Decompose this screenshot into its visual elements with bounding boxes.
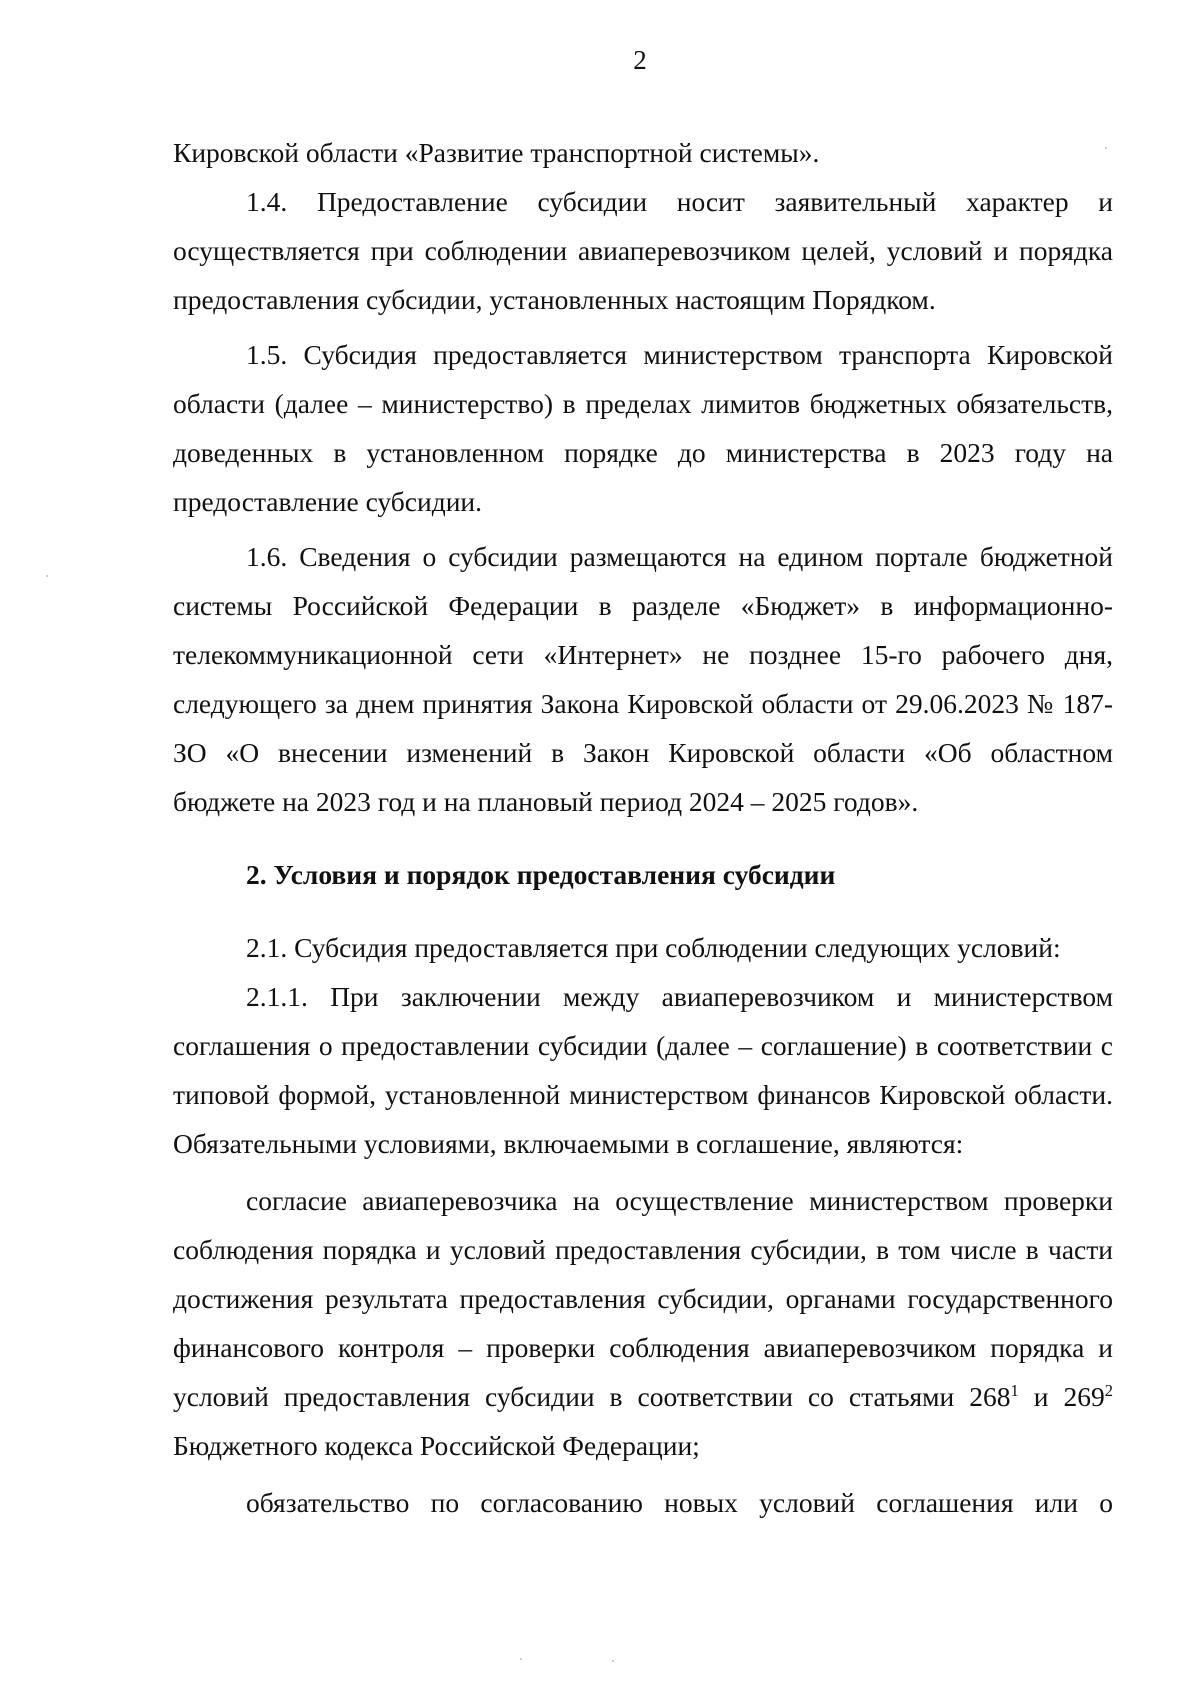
document-body — [173, 128, 1113, 1527]
consent-text-part3: Бюджетного кодекса Российской Федерации; — [173, 1430, 700, 1461]
paragraph-obligation: обязательство по согласованию новых условий соглашения или о — [246, 1487, 1113, 1518]
scan-speck — [1105, 147, 1107, 149]
consent-text-part1: согласие авиаперевозчика на осуществление министерством проверки соблюдения порядка и условий предоставления субсидии, в том числе в части достижения результата предоставления субсидии, органами государственного финансового контроля – проверки соблюдения авиаперевозчиком порядка и условий предоставления субсидии в соответствии со статьями 268 — [173, 1185, 1113, 1412]
scan-speck — [612, 1660, 614, 1662]
consent-text-part2: и 269 — [1018, 1381, 1105, 1412]
paragraph-consent — [173, 1176, 1113, 1470]
page-number: 2 — [633, 45, 647, 75]
section-heading: 2. Условия и порядок предоставления субсидии — [246, 859, 836, 890]
paragraph-continuation: Кировской области «Развитие транспортной системы». — [173, 137, 820, 168]
paragraph-1-6: 1.6. Сведения о субсидии размещаются на едином портале бюджетной системы Российской Федерации в разделе «Бюджет» в информационно-телекоммуникационной сети «Интернет» не позднее 15-го рабочего дня, следующего за днем принятия Закона Кировской области от 29.06.2023 № 187-ЗО «О внесении изменений в Закон Кировской области «Об областном бюджете на 2023 год и на плановый период 2024 – 2025 годов». — [173, 541, 1113, 817]
scan-speck — [46, 575, 48, 577]
article-superscript-2: 2 — [1104, 1380, 1114, 1400]
paragraph-2-1-1: 2.1.1. При заключении между авиаперевозчиком и министерством соглашения о предоставлении субсидии (далее – соглашение) в соответствии с типовой формой, установленной министерством финансов Кировской области. Обязательными условиями, включаемыми в соглашение, являются: — [173, 981, 1113, 1159]
paragraph-1-4: 1.4. Предоставление субсидии носит заявительный характер и осуществляется при соблюдении авиаперевозчиком целей, условий и порядка предоставления субсидии, установленных настоящим Порядком. — [173, 186, 1113, 315]
paragraph-2-1: 2.1. Субсидия предоставляется при соблюдении следующих условий: — [246, 932, 1061, 963]
article-superscript-1: 1 — [1010, 1380, 1019, 1400]
paragraph-1-5: 1.5. Субсидия предоставляется министерством транспорта Кировской области (далее – министерство) в пределах лимитов бюджетных обязательств, доведенных в установленном порядке до министерства в 2023 году на предоставление субсидии. — [173, 339, 1113, 517]
scan-speck — [520, 1658, 522, 1660]
